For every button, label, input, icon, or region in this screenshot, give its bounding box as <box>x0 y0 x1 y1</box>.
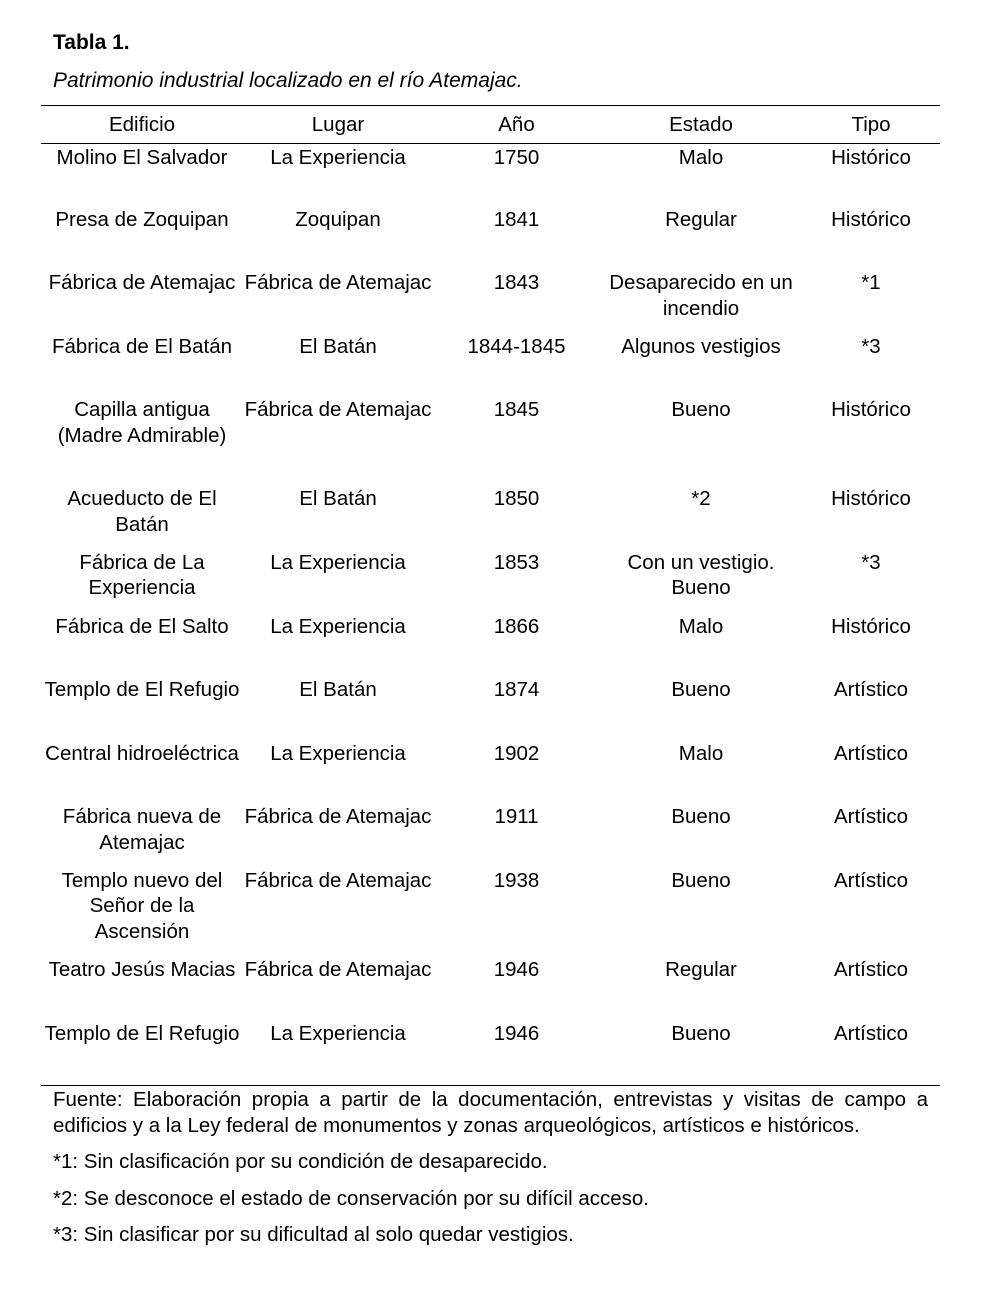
header-anio: Año <box>498 112 535 136</box>
table-row <box>41 207 940 271</box>
cell-estado: Malo <box>678 741 724 765</box>
cell-edificio: Fábrica de La Experiencia <box>79 550 205 600</box>
cell-estado: Bueno <box>671 1021 731 1045</box>
cell-estado: Bueno <box>671 868 731 892</box>
cell-edificio: Capilla antigua (Madre Admirable) <box>57 398 227 447</box>
cell-anio: 1902 <box>493 741 540 765</box>
header-estado: Estado <box>669 112 733 136</box>
cell-edificio: Teatro Jesús Macias <box>48 957 236 981</box>
cell-edificio: Fábrica de El Batán <box>51 334 233 358</box>
cell-edificio: Fábrica nueva de Atemajac <box>62 805 222 854</box>
cell-anio: 1938 <box>493 868 540 892</box>
cell-anio: 1844-1845 <box>467 334 566 358</box>
cell-estado: Algunos vestigios <box>621 334 781 358</box>
bottom-rule <box>41 1085 940 1086</box>
heritage-table <box>41 106 940 1084</box>
cell-estado: Malo <box>678 614 724 638</box>
cell-estado: Desaparecido en un incendio <box>609 271 793 320</box>
table-row <box>41 957 940 1021</box>
table-row <box>41 334 940 398</box>
table-row <box>41 397 940 486</box>
cell-anio: 1841 <box>493 207 540 231</box>
table-row <box>41 741 940 805</box>
cell-anio: 1866 <box>493 614 540 638</box>
cell-tipo: Artístico <box>833 805 909 829</box>
table-row <box>41 868 940 957</box>
table-header-row <box>41 106 940 143</box>
cell-lugar: El Batán <box>299 487 377 511</box>
cell-tipo: Artístico <box>833 957 909 981</box>
table-row <box>41 1021 940 1085</box>
cell-edificio: Molino El Salvador <box>56 146 228 169</box>
cell-edificio: Templo de El Refugio <box>44 678 240 702</box>
cell-estado: Regular <box>665 957 737 981</box>
cell-lugar: Fábrica de Atemajac <box>244 868 432 892</box>
cell-lugar: Fábrica de Atemajac <box>244 271 432 295</box>
cell-estado: Bueno <box>671 398 731 422</box>
cell-estado: Bueno <box>671 805 731 829</box>
cell-edificio: Fábrica de El Salto <box>55 614 229 638</box>
cell-edificio: Templo nuevo del Señor de la Ascensión <box>61 868 223 943</box>
cell-lugar: La Experiencia <box>270 146 406 169</box>
cell-estado: *2 <box>691 487 711 511</box>
cell-tipo: Artístico <box>833 741 909 765</box>
footnote-3: *3: Sin clasificar por su dificultad al solo quedar vestigios. <box>53 1223 574 1246</box>
cell-edificio: Templo de El Refugio <box>44 1021 240 1045</box>
cell-anio: 1853 <box>493 550 540 574</box>
cell-anio: 1850 <box>493 487 540 511</box>
cell-tipo: Histórico <box>831 614 911 638</box>
table-row <box>41 270 940 334</box>
header-tipo: Tipo <box>851 112 891 136</box>
cell-tipo: Artístico <box>833 678 909 702</box>
cell-anio: 1750 <box>493 146 540 169</box>
cell-edificio: Acueducto de El Batán <box>67 487 217 536</box>
cell-lugar: La Experiencia <box>270 1021 406 1045</box>
cell-tipo: Histórico <box>831 487 911 511</box>
table-row <box>41 614 940 678</box>
cell-tipo: *3 <box>861 550 881 574</box>
cell-lugar: Zoquipan <box>295 207 381 231</box>
cell-lugar: El Batán <box>299 334 377 358</box>
cell-tipo: Artístico <box>833 1021 909 1045</box>
cell-estado: Regular <box>665 207 737 231</box>
cell-tipo: *3 <box>861 334 881 358</box>
cell-anio: 1845 <box>493 398 540 422</box>
cell-lugar: El Batán <box>299 678 377 702</box>
cell-lugar: Fábrica de Atemajac <box>244 805 432 829</box>
cell-estado: Malo <box>678 146 724 169</box>
cell-tipo: Histórico <box>831 146 911 169</box>
cell-lugar: La Experiencia <box>270 741 406 765</box>
table-caption: Patrimonio industrial localizado en el río Atemajac. <box>53 69 523 92</box>
table-row <box>41 486 940 550</box>
cell-lugar: Fábrica de Atemajac <box>244 398 432 422</box>
cell-lugar: Fábrica de Atemajac <box>244 957 432 981</box>
cell-anio: 1946 <box>493 957 540 981</box>
table-row <box>41 677 940 741</box>
cell-edificio: Presa de Zoquipan <box>55 207 229 231</box>
table-row <box>41 550 940 614</box>
cell-tipo: *1 <box>861 271 881 295</box>
cell-anio: 1911 <box>494 805 539 829</box>
header-edificio: Edificio <box>108 112 176 136</box>
cell-edificio: Fábrica de Atemajac <box>48 271 236 295</box>
table-row <box>41 804 940 868</box>
cell-estado: Bueno <box>671 678 731 702</box>
table-row <box>41 143 940 207</box>
footnote-2: *2: Se desconoce el estado de conservación por su difícil acceso. <box>53 1186 649 1210</box>
cell-anio: 1874 <box>493 678 540 702</box>
header-lugar: Lugar <box>311 112 365 136</box>
footnote-1: *1: Sin clasificación por su condición de desaparecido. <box>53 1150 548 1173</box>
table-footer <box>53 1087 928 1248</box>
cell-tipo: Histórico <box>831 207 911 231</box>
cell-lugar: La Experiencia <box>270 550 406 574</box>
cell-estado: Con un vestigio. Bueno <box>627 550 775 600</box>
cell-anio: 1843 <box>493 271 540 295</box>
cell-tipo: Histórico <box>831 398 911 422</box>
table-label: Tabla 1. <box>53 31 130 54</box>
cell-edificio: Central hidroeléctrica <box>45 741 239 765</box>
source-note: Fuente: Elaboración propia a partir de la documentación, entrevistas y visitas de campo a edificios y a la Ley federal de monumentos y zonas arqueológicos, artísticos e históricos. <box>53 1088 928 1137</box>
cell-lugar: La Experiencia <box>270 614 406 638</box>
cell-anio: 1946 <box>493 1021 540 1045</box>
cell-tipo: Artístico <box>833 868 909 892</box>
